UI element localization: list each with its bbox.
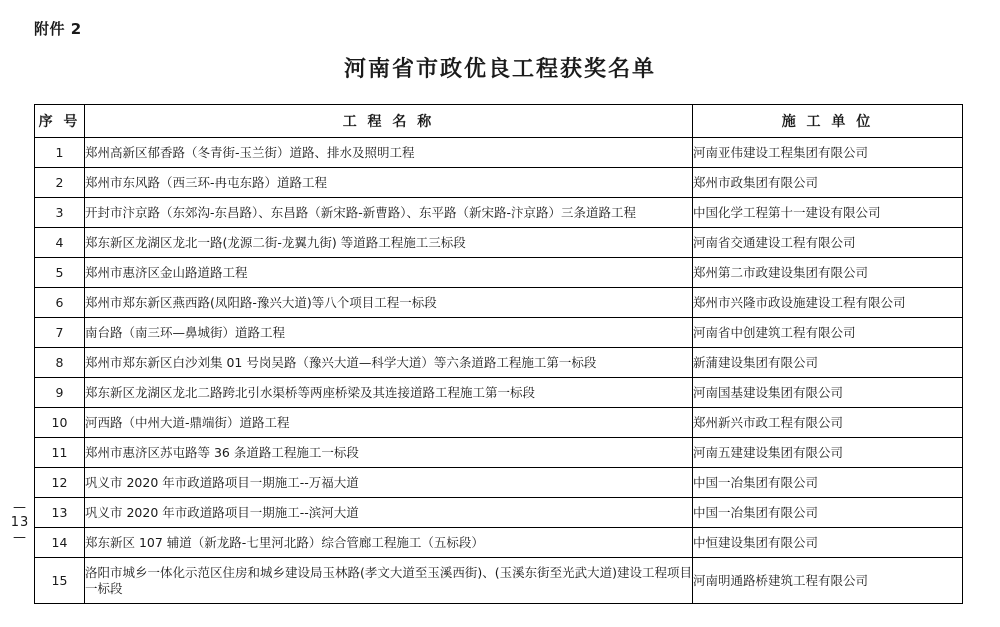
row-number: 1 [35, 138, 85, 168]
project-name: 郑州高新区郁香路（冬青街-玉兰街）道路、排水及照明工程 [85, 138, 693, 168]
table-row [35, 498, 963, 528]
construction-unit: 河南五建建设集团有限公司 [693, 438, 963, 468]
row-number: 10 [35, 408, 85, 438]
table-row [35, 258, 963, 288]
project-name: 郑东新区龙湖区龙北一路(龙源二街-龙翼九街) 等道路工程施工三标段 [85, 228, 693, 258]
construction-unit: 中恒建设集团有限公司 [693, 528, 963, 558]
attachment-label: 附件 2 [34, 20, 82, 38]
table-row [35, 408, 963, 438]
row-number: 12 [35, 468, 85, 498]
project-name: 郑州市惠济区金山路道路工程 [85, 258, 693, 288]
project-name: 巩义市 2020 年市政道路项目一期施工--万福大道 [85, 468, 693, 498]
row-number: 5 [35, 258, 85, 288]
table-row [35, 438, 963, 468]
construction-unit: 河南省中创建筑工程有限公司 [693, 318, 963, 348]
award-list-table [34, 104, 963, 604]
project-name: 巩义市 2020 年市政道路项目一期施工--滨河大道 [85, 498, 693, 528]
table-header-row [35, 105, 963, 138]
side-page-number-text: — 13 — [10, 500, 30, 545]
table-row [35, 348, 963, 378]
row-number: 13 [35, 498, 85, 528]
table-body [35, 138, 963, 604]
construction-unit: 郑州新兴市政工程有限公司 [693, 408, 963, 438]
construction-unit: 河南明通路桥建筑工程有限公司 [693, 558, 963, 604]
construction-unit: 郑州第二市政建设集团有限公司 [693, 258, 963, 288]
table-row [35, 288, 963, 318]
column-header-construction-unit: 施 工 单 位 [693, 105, 963, 138]
row-number: 4 [35, 228, 85, 258]
construction-unit: 中国化学工程第十一建设有限公司 [693, 198, 963, 228]
project-name: 河西路（中州大道-鼎端街）道路工程 [85, 408, 693, 438]
table-row [35, 318, 963, 348]
construction-unit: 中国一冶集团有限公司 [693, 468, 963, 498]
project-name: 郑东新区龙湖区龙北二路跨北引水渠桥等两座桥梁及其连接道路工程施工第一标段 [85, 378, 693, 408]
project-name: 郑东新区 107 辅道（新龙路-七里河北路）综合管廊工程施工（五标段） [85, 528, 693, 558]
column-header-no: 序 号 [35, 105, 85, 138]
project-name: 郑州市东风路（西三环-冉屯东路）道路工程 [85, 168, 693, 198]
construction-unit: 河南国基建设集团有限公司 [693, 378, 963, 408]
construction-unit: 河南省交通建设工程有限公司 [693, 228, 963, 258]
row-number: 14 [35, 528, 85, 558]
construction-unit: 河南亚伟建设工程集团有限公司 [693, 138, 963, 168]
table-row [35, 528, 963, 558]
row-number: 3 [35, 198, 85, 228]
project-name: 郑州市郑东新区燕西路(凤阳路-豫兴大道)等八个项目工程一标段 [85, 288, 693, 318]
project-name: 洛阳市城乡一体化示范区住房和城乡建设局玉林路(孝文大道至玉溪西街)、(玉溪东街至光武大道)建设工程项目一标段 [85, 558, 693, 604]
column-header-project-name: 工 程 名 称 [85, 105, 693, 138]
table-row [35, 198, 963, 228]
project-name: 开封市汴京路（东郊沟-东昌路）、东昌路（新宋路-新曹路）、东平路（新宋路-汴京路）三条道路工程 [85, 198, 693, 228]
row-number: 6 [35, 288, 85, 318]
construction-unit: 郑州市政集团有限公司 [693, 168, 963, 198]
construction-unit: 新蒲建设集团有限公司 [693, 348, 963, 378]
table-row [35, 168, 963, 198]
table-row [35, 138, 963, 168]
table-row [35, 228, 963, 258]
row-number: 8 [35, 348, 85, 378]
table-row [35, 378, 963, 408]
construction-unit: 郑州市兴隆市政设施建设工程有限公司 [693, 288, 963, 318]
page-title: 河南省市政优良工程获奖名单 [343, 57, 656, 82]
row-number: 2 [35, 168, 85, 198]
construction-unit: 中国一冶集团有限公司 [693, 498, 963, 528]
project-name: 郑州市惠济区苏屯路等 36 条道路工程施工一标段 [85, 438, 693, 468]
table-row [35, 558, 963, 604]
table-row [35, 468, 963, 498]
project-name: 南台路（南三环—鼻城街）道路工程 [85, 318, 693, 348]
side-page-number [8, 500, 32, 545]
row-number: 11 [35, 438, 85, 468]
row-number: 7 [35, 318, 85, 348]
project-name: 郑州市郑东新区白沙刘集 01 号岗吴路（豫兴大道—科学大道）等六条道路工程施工第一标段 [85, 348, 693, 378]
row-number: 15 [35, 558, 85, 604]
row-number: 9 [35, 378, 85, 408]
